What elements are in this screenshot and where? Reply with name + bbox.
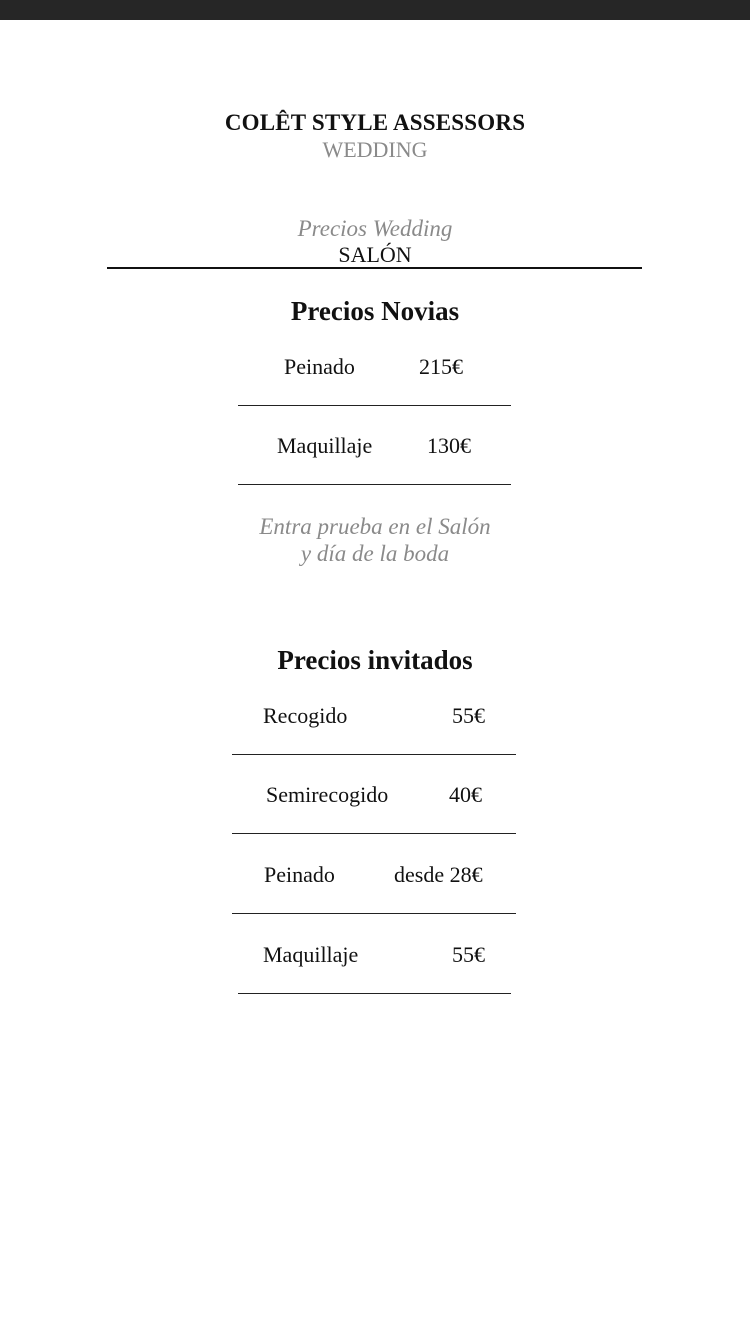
- price-row: [0, 782, 750, 810]
- price-row-label: Maquillaje: [263, 942, 359, 967]
- price-row-price: 40€: [449, 782, 482, 807]
- brand-title: COLÊT STYLE ASSESSORS: [224, 110, 526, 135]
- price-row-price: 215€: [419, 354, 463, 379]
- row-divider: [238, 993, 511, 994]
- price-row-label: Recogido: [263, 703, 348, 728]
- novias-note-line1: Entra prueba en el Salón: [259, 514, 491, 539]
- price-row-price: desde 28€: [394, 862, 483, 887]
- price-row: [0, 942, 750, 970]
- novias-heading: Precios Novias: [290, 296, 460, 326]
- price-row-label: Peinado: [264, 862, 335, 887]
- price-row-price: 55€: [452, 942, 485, 967]
- section-kicker: Precios Wedding: [297, 216, 453, 241]
- brand-subtitle: WEDDING: [322, 137, 428, 162]
- row-divider: [232, 913, 516, 914]
- price-row-price: 55€: [452, 703, 485, 728]
- price-row-label: Maquillaje: [277, 433, 373, 458]
- price-row: [0, 703, 750, 731]
- price-row: [0, 862, 750, 890]
- price-row-label: Peinado: [284, 354, 355, 379]
- novias-note-line2: y día de la boda: [300, 541, 450, 566]
- price-row-price: 130€: [427, 433, 471, 458]
- status-bar: [0, 0, 750, 20]
- price-row-label: Semirecogido: [266, 782, 389, 807]
- section-divider: [107, 267, 642, 269]
- price-page: [0, 20, 750, 1334]
- row-divider: [232, 754, 516, 755]
- row-divider: [232, 833, 516, 834]
- section-title: SALÓN: [338, 242, 412, 267]
- row-divider: [238, 484, 511, 485]
- invitados-heading: Precios invitados: [277, 645, 473, 675]
- price-row: [0, 433, 750, 461]
- row-divider: [238, 405, 511, 406]
- price-row: [0, 354, 750, 382]
